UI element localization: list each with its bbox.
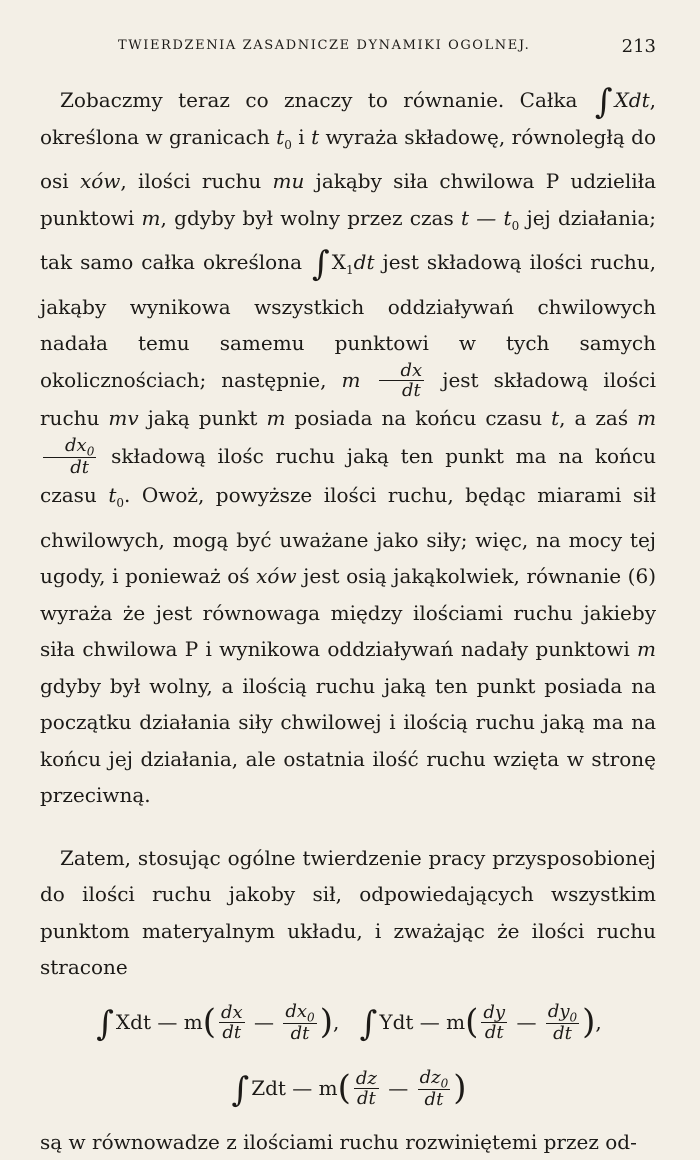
page-number: 213 [621,36,656,57]
integral-sign: ∫ [312,244,330,284]
paragraph-1: Zobaczmy teraz co znaczy to równanie. Całka ∫ Xdt, określona w granicach $t_0$ i t wyraża składowę, równoległą do osi xów, ilości ruchu mu jakąby siła chwilowa P udzieliła punktowi m, gdyby był wolny przez czas t — $t_0$ jej działania; tak samo całka określona ∫ $X_1dt$ jest składową ilości ruchu, jakąby wynikowa wszystkich oddziaływań chwilowych nadała temu samemu punktowi w tych samych okolicznościach; następnie, m $\frac{dx}{dt}$ jest składową ilości ruchu mv jaką punkt m posiada na końcu czasu t, a zaś m $\frac{dx_0}{dt}$ składową ilośc ruchu jaką ten punkt ma na końcu czasu $t_0$. Owoż, powyższe ilości ruchu, będąc miarami sił chwilowych, mogą być uważane jako siły; więc, na mocy tej ugody, i ponieważ oś xów jest osią jakąkolwiek, równanie (6) wyraża że jest równowaga między ilościami ruchu jakieby siła chwilowa P i wynikowa oddziaływań nadały punktowi m gdyby był wolny, a ilością ruchu jaką ten punkt posiada na początku działania siły chwilowej i ilością ruchu jaką ma na końcu jej działania, ale ostatnia ilość ruchu wzięta w stronę przeciwną. [40,82,657,808]
paragraph-3: są w równowadze z ilościami ruchu rozwiniętemi przez od- [40,1129,637,1154]
running-head: TWIERDZENIA ZASADNICZE DYNAMIKI OGOLNEJ. [118,38,531,53]
integral-sign: ∫ [594,82,613,122]
equation-y: ∫ Ydt — m( $\frac{dy}{dt}$ — $\frac{dy_0}{dt}$ ), [359,1000,602,1045]
equation-x: ∫ Xdt — m( $\frac{dx}{dt}$ — $\frac{dx_0}{dt}$ ), [96,1000,340,1045]
page-header [118,36,656,60]
fraction-dx0-dt: $\frac{dx_0}{dt}$ [43,437,96,478]
equation-xy [40,992,656,1052]
page-body [40,82,656,1160]
paragraph-2: Zatem, stosując ogólne twierdzenie pracy przysposobionej do ilości ruchu jakoby sił, odpowiedających wszystkim punktom materyalnym układu, i zważając że ilości ruchu stracone [40,845,656,980]
equation-z: ∫ Zdt — m( $\frac{dz}{dt}$ — $\frac{dz_0}{dt}$ ) [231,1066,467,1111]
fraction-dx-dt: $\frac{dx}{dt}$ [379,362,425,400]
